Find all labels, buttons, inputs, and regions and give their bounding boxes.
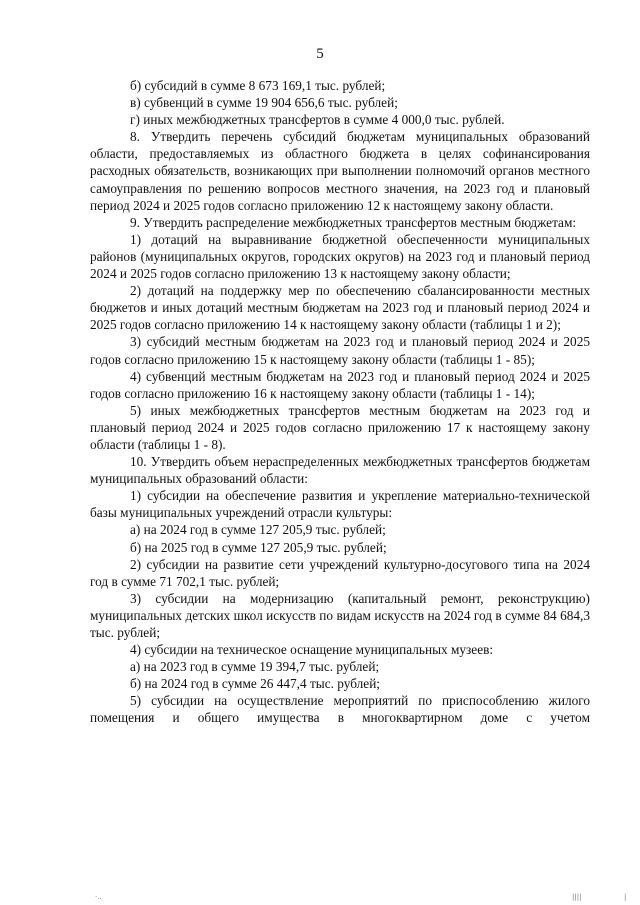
paragraph: 5) иных межбюджетных трансфертов местным бюджетам на 2023 год и плановый период 2024 и 2025 годов согласно приложению 17 к настоящему закону области (таблицы 1 - 8).	[90, 402, 590, 452]
paragraph: 1) дотаций на выравнивание бюджетной обеспеченности муниципальных районов (муниципальных округов, городских округов) на 2023 год и плановый период 2024 и 2025 годов согласно приложению 13 к настоящему закону области;	[90, 231, 590, 282]
paragraph: 3) субсидии на модернизацию (капитальный ремонт, реконструкцию) муниципальных детских школ искусств по видам искусств на 2024 год в сумме 84 684,3 тыс. рублей;	[90, 590, 590, 640]
paragraph: б) на 2024 год в сумме 26 447,4 тыс. рублей;	[130, 676, 380, 692]
paragraph: 3) субсидий местным бюджетам на 2023 год и плановый период 2024 и 2025 годов согласно приложению 15 к настоящему закону области (таблицы 1 - 85);	[90, 334, 590, 367]
scan-mark: |	[624, 893, 627, 901]
page-number: 5	[316, 46, 324, 62]
scan-footer-marks	[0, 893, 640, 903]
paragraph: б) субсидий в сумме 8 673 169,1 тыс. рублей;	[130, 78, 386, 93]
paragraph: 10. Утвердить объем нераспределенных межбюджетных трансфертов бюджетам муниципальных образований области:	[90, 454, 590, 487]
paragraph: г) иных межбюджетных трансфертов в сумме 4 000,0 тыс. рублей.	[130, 112, 505, 128]
paragraph: а) на 2023 год в сумме 19 394,7 тыс. рублей;	[130, 659, 380, 675]
paragraph: б) на 2025 год в сумме 127 205,9 тыс. рублей;	[130, 539, 387, 555]
scan-mark: ||||	[572, 893, 582, 901]
paragraph: а) на 2024 год в сумме 127 205,9 тыс. рублей;	[130, 522, 386, 538]
paragraph: 8. Утвердить перечень субсидий бюджетам муниципальных образований области, предоставляемых из областного бюджета в целях софинансирования расходных обязательств, возникающих при выполнении полномочий органов местного самоуправления по решению вопросов местного значения, на 2023 год и плановый период 2024 и 2025 годов согласно приложению 12 к настоящему закону области.	[90, 129, 590, 213]
paragraph: 1) субсидии на обеспечение развития и укрепление материально-технической базы муниципальных учреждений отрасли культуры:	[90, 488, 590, 521]
body-text	[90, 77, 590, 727]
paragraph: 4) субсидии на техническое оснащение муниципальных музеев:	[130, 642, 494, 658]
paragraph: 9. Утвердить распределение межбюджетных трансфертов местным бюджетам:	[130, 214, 577, 230]
paragraph: в) субвенций в сумме 19 904 656,6 тыс. рублей;	[130, 95, 398, 111]
paragraph: 5) субсидии на осуществление мероприятий по приспособлению жилого помещения и общего имущества в многоквартирном доме с учетом	[90, 693, 590, 726]
paragraph: 4) субвенций местным бюджетам на 2023 год и плановый период 2024 и 2025 годов согласно приложению 16 к настоящему закону области (таблицы 1 - 14);	[90, 368, 590, 401]
paragraph: 2) дотаций на поддержку мер по обеспечению сбалансированности местных бюджетов и иных дотаций местным бюджетам на 2023 год и плановый период 2024 и 2025 годов согласно приложению 14 к настоящему закону области (таблицы 1 и 2);	[90, 283, 590, 333]
scan-mark: ·..	[95, 893, 102, 901]
paragraph: 2) субсидии на развитие сети учреждений культурно-досугового типа на 2024 год в сумме 71 702,1 тыс. рублей;	[90, 556, 590, 589]
